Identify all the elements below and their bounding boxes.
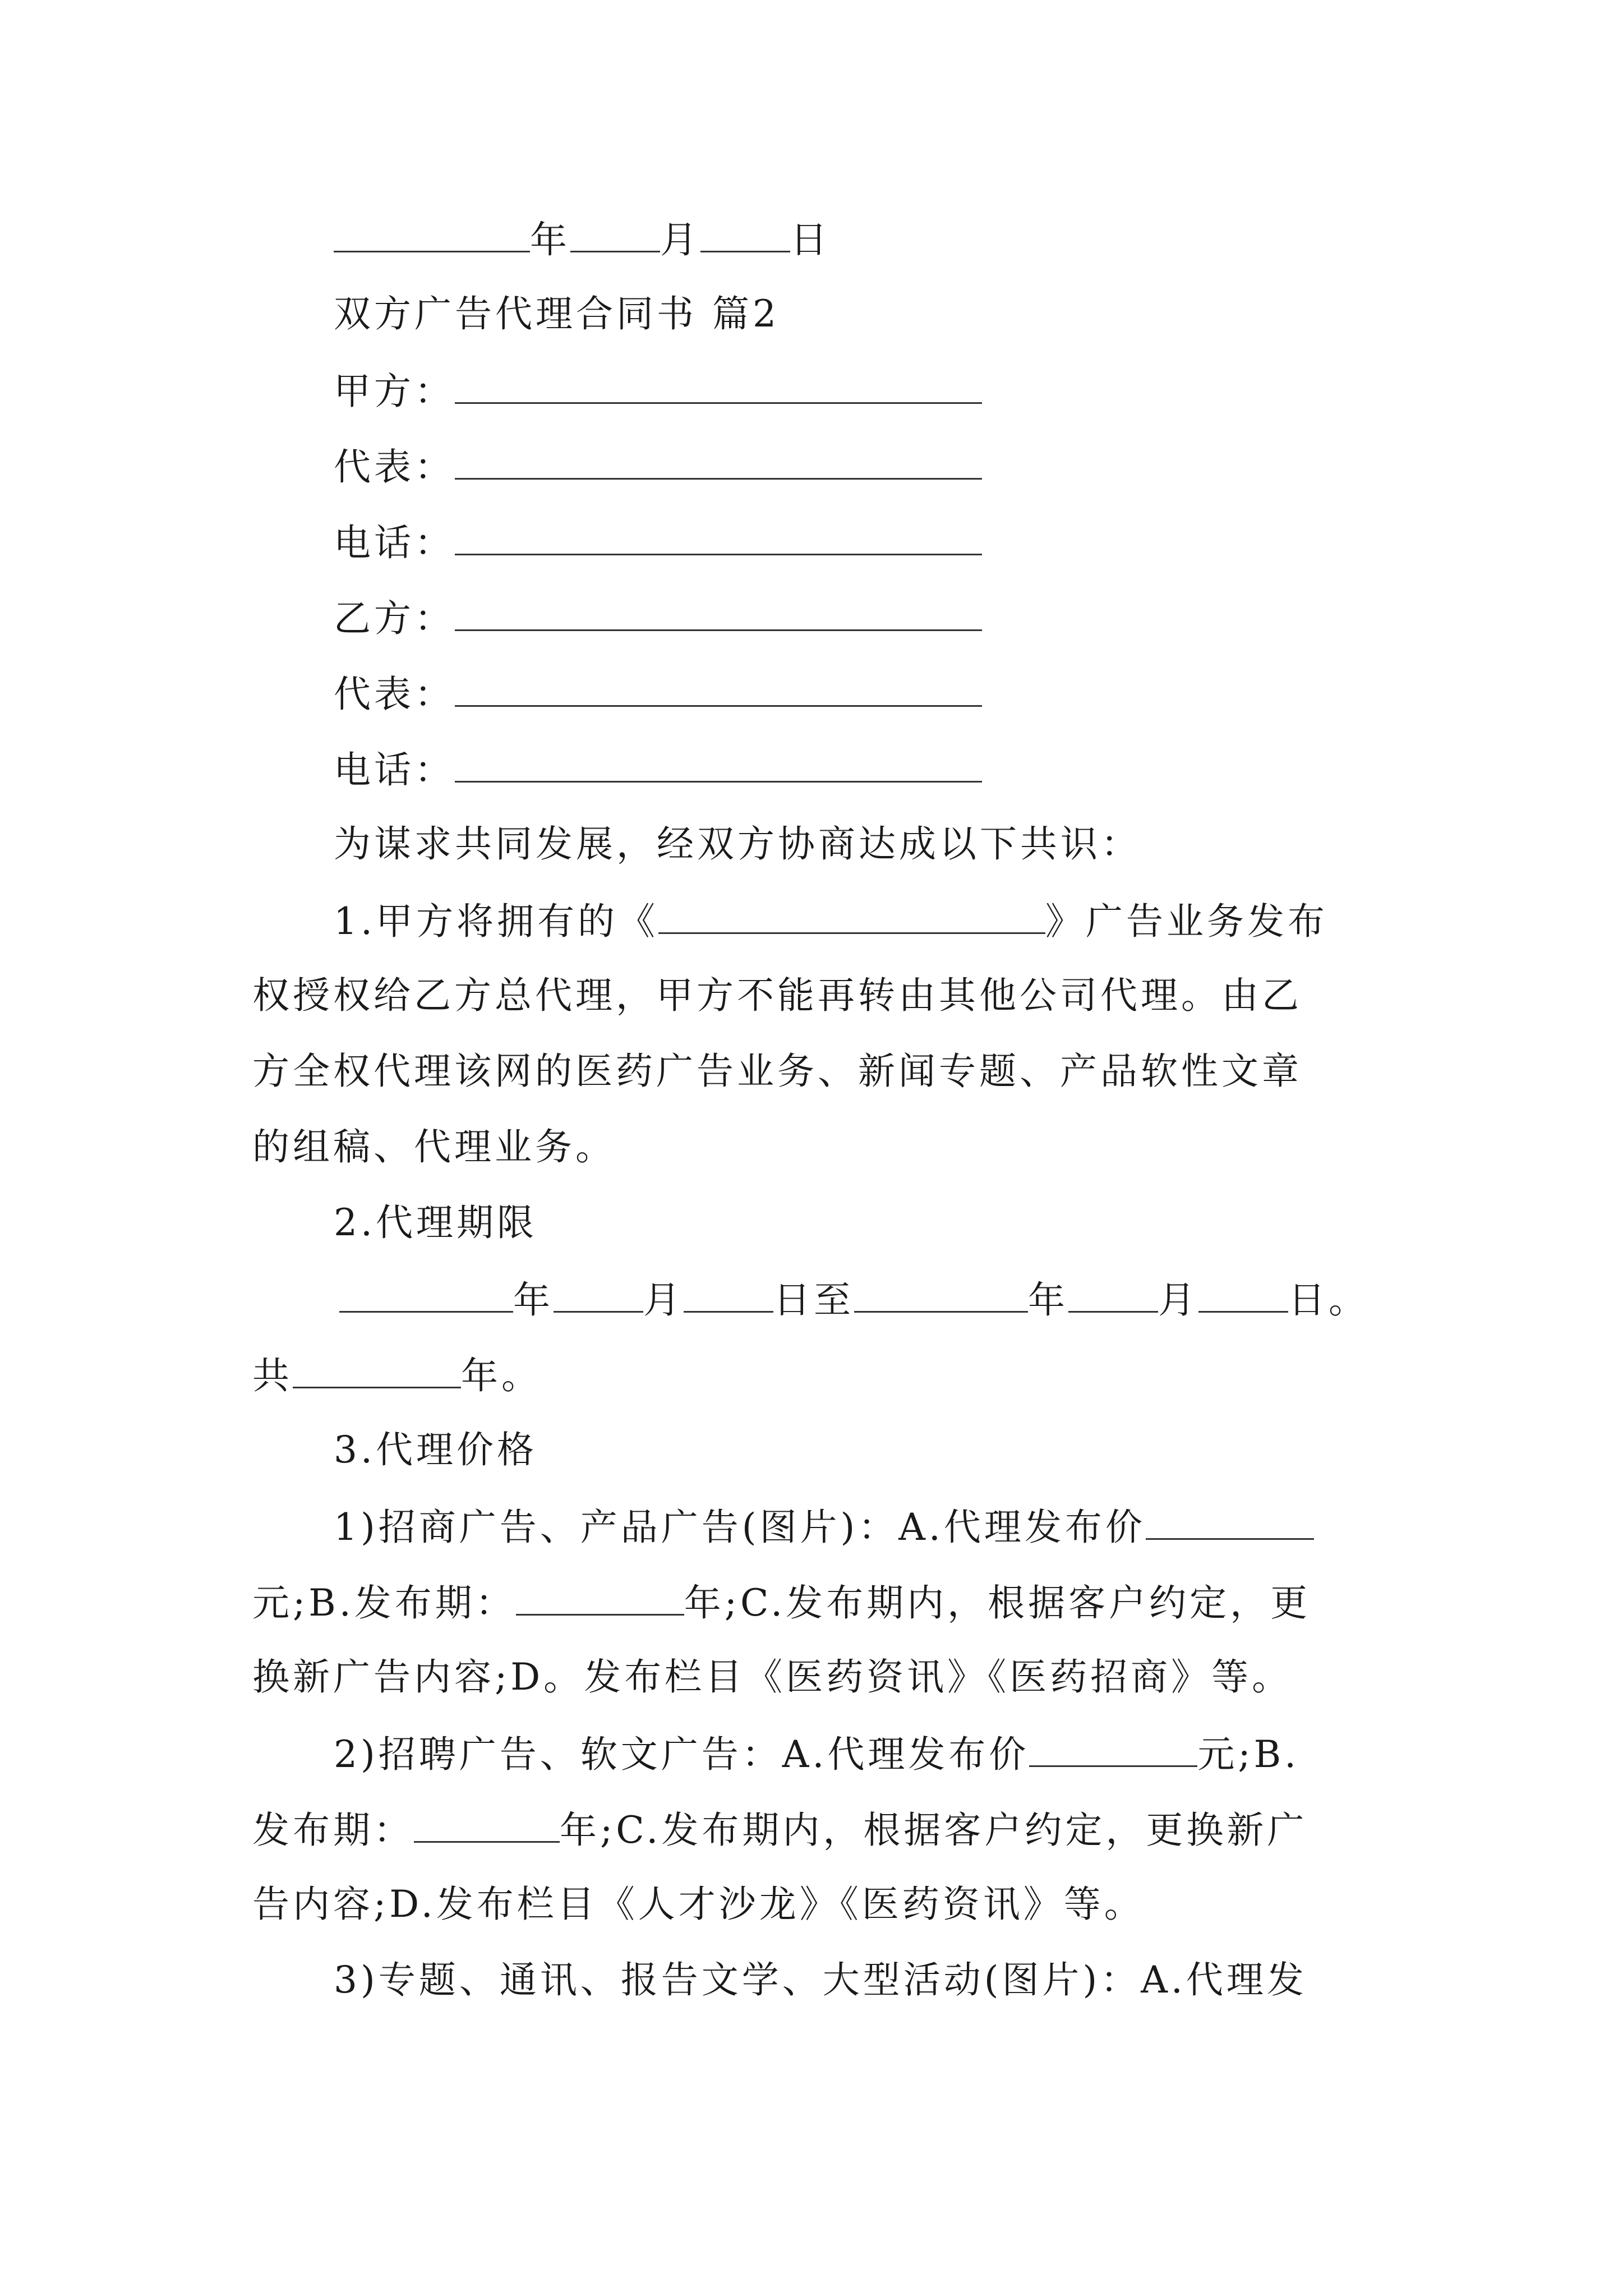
item-1-text: 年;C.发布期内，根据客户约定，更 [684, 1581, 1311, 1625]
year-label: 年 [1028, 1278, 1068, 1322]
party-b-representative-field [334, 670, 1387, 717]
field-blank [455, 670, 982, 707]
clause-3-item-3-line-1: 3)专题、通讯、报告文学、大型活动(图片)：A.代理发 [334, 1958, 1307, 2001]
clause-1-line-3: 方全权代理该网的医药广告业务、新闻专题、产品软性文章 [252, 1050, 1302, 1093]
field-label: 代表： [334, 673, 455, 716]
field-label: 代表： [334, 445, 455, 489]
price-blank [1029, 1731, 1197, 1767]
price-blank [1146, 1503, 1314, 1540]
item-1-text: 1)招商广告、产品广告(图片)：A.代理发布价 [334, 1506, 1146, 1549]
day-label: 日 [790, 218, 831, 261]
clause-3-item-2-line-1 [334, 1731, 1387, 1777]
clause-3-item-1-line-3: 换新广告内容;D。发布栏目《医药资讯》《医药招商》等。 [252, 1655, 1293, 1699]
clause-3-item-1-line-2 [252, 1579, 1387, 1626]
field-label: 甲方： [334, 370, 455, 413]
item-2-text: 年;C.发布期内，根据客户约定，更换新广 [560, 1809, 1308, 1852]
total-suffix: 年。 [461, 1354, 542, 1397]
field-label: 乙方： [334, 597, 455, 640]
clause-1-prefix: 1.甲方将拥有的《 [334, 900, 658, 943]
year-blank [334, 216, 530, 252]
clause-1-suffix: 》广告业务发布 [1045, 900, 1328, 943]
end-day-blank [1198, 1276, 1288, 1313]
item-2-text: 元;B. [1197, 1733, 1300, 1776]
field-blank [455, 595, 982, 631]
party-a-field [334, 367, 1387, 414]
field-blank [455, 443, 982, 480]
period-blank [516, 1579, 684, 1616]
field-blank [455, 367, 982, 404]
field-blank [455, 746, 982, 783]
clause-1-line-2: 权授权给乙方总代理，甲方不能再转由其他公司代理。由乙 [252, 974, 1302, 1017]
period-blank [414, 1806, 560, 1843]
party-b-field [334, 595, 1387, 641]
document-title: 双方广告代理合同书 篇2 [334, 292, 780, 335]
item-2-text: 发布期： [252, 1809, 414, 1852]
clause-3-heading: 3.代理价格 [334, 1428, 537, 1471]
clause-1-line-1 [334, 898, 1387, 944]
clause-2-period-line [339, 1276, 1387, 1323]
total-prefix: 共 [252, 1354, 293, 1397]
party-a-phone-field [334, 519, 1387, 565]
month-label: 月 [660, 218, 700, 261]
month-label: 月 [1158, 1278, 1198, 1322]
field-label: 电话： [334, 521, 455, 564]
field-label: 电话： [334, 748, 455, 792]
month-blank [570, 216, 660, 252]
start-day-blank [684, 1276, 773, 1313]
day-to-label: 日至 [773, 1278, 854, 1322]
year-label: 年 [530, 218, 570, 261]
total-years-blank [293, 1352, 461, 1388]
clause-3-item-2-line-2 [252, 1806, 1387, 1853]
clause-1-line-4: 的组稿、代理业务。 [252, 1125, 616, 1168]
start-month-blank [554, 1276, 643, 1313]
clause-2-heading: 2.代理期限 [334, 1201, 537, 1244]
year-label: 年 [513, 1278, 554, 1322]
party-a-representative-field [334, 443, 1387, 490]
clause-3-item-2-line-3: 告内容;D.发布栏目《人才沙龙》《医药资讯》等。 [252, 1883, 1145, 1926]
item-2-text: 2)招聘广告、软文广告：A.代理发布价 [334, 1733, 1030, 1776]
field-blank [455, 519, 982, 555]
clause-2-total-line [252, 1352, 1387, 1398]
start-year-blank [339, 1276, 513, 1313]
date-line [334, 216, 1387, 263]
month-label: 月 [643, 1278, 684, 1322]
item-1-text: 元;B.发布期： [252, 1581, 516, 1625]
party-b-phone-field [334, 746, 1387, 793]
website-name-blank [658, 898, 1045, 934]
intro-paragraph: 为谋求共同发展，经双方协商达成以下共识： [334, 822, 1141, 866]
clause-3-item-1-line-1 [334, 1503, 1387, 1550]
end-year-blank [854, 1276, 1028, 1313]
day-end-label: 日。 [1288, 1278, 1369, 1322]
day-blank [700, 216, 790, 252]
end-month-blank [1068, 1276, 1158, 1313]
